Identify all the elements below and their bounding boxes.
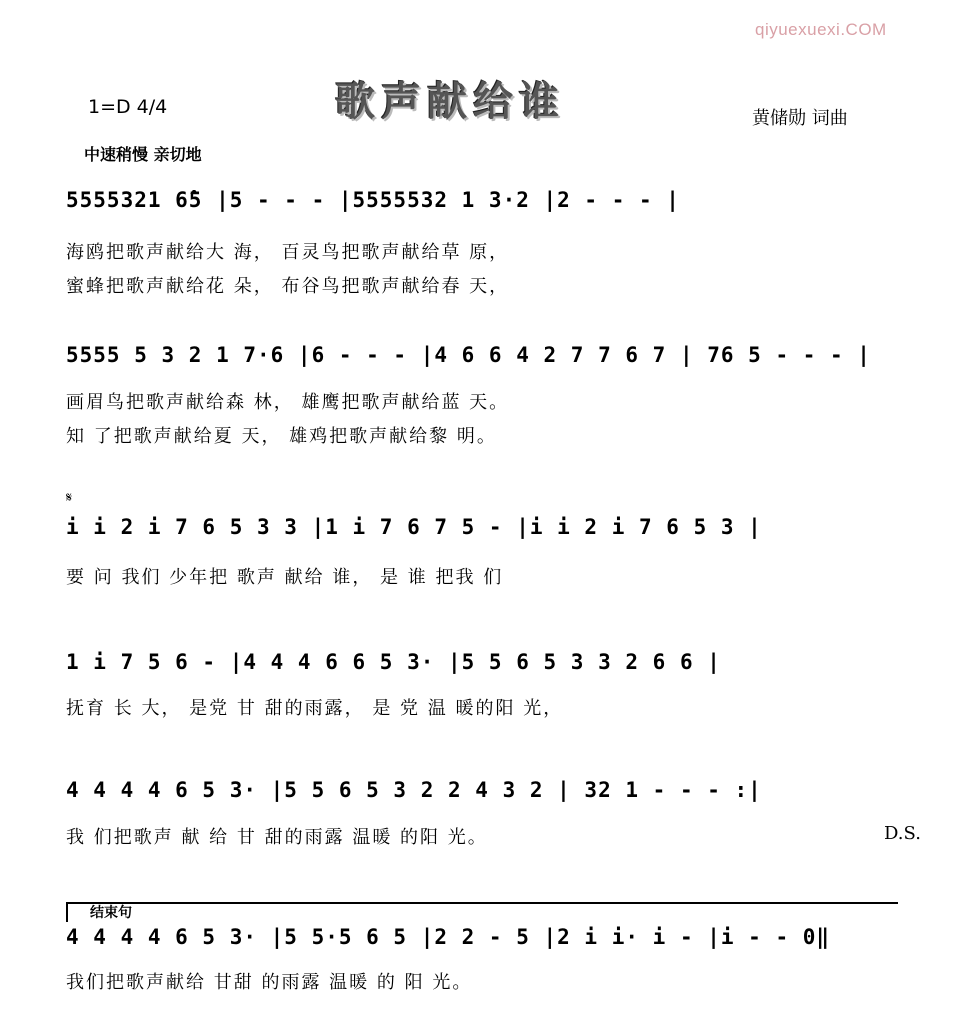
lyric-line-6: 我们把歌声献给 甘甜 的雨露 温暖 的 阳 光。 [66, 972, 473, 993]
lyric-line-2b: 知 了把歌声献给夏 天， 雄鸡把歌声献给黎 明。 [66, 426, 497, 447]
dal-segno: D.S. [884, 823, 921, 844]
lyric-line-5: 我 们把歌声 献 给 甘 甜的雨露 温暖 的阳 光。 [66, 827, 488, 848]
notation-line-3: i i 2 i 7 6 5 3 3 |1 i 7 6 7 5 - |i i 2 i 7 6 5 3 | [66, 515, 762, 539]
tempo-marking: 中速稍慢 亲切地 [84, 145, 202, 164]
notation-line-1: 5555321 6̂5 |5 - - - |5555532 1 3·2 |2 - - - | [66, 188, 680, 212]
lyric-line-3: 要 问 我们 少年把 歌声 献给 谁， 是 谁 把我 们 [66, 567, 504, 588]
ending-bracket [66, 902, 898, 922]
notation-line-6: 4 4 4 4 6 5 3· |5 5·5 6 5 |2 2 - 5 |2 i i· i - |i - - 0‖ [66, 925, 831, 949]
composer-credit: 黄储勋 词曲 [752, 108, 848, 129]
song-title: 歌声献给谁 [335, 79, 565, 125]
notation-line-2: 5555 5 3 2 1 7·6 |6 - - - |4 6 6 4 2 7 7 6 7 | 76 5 - - - | [66, 343, 871, 367]
lyric-line-4: 抚育 长 大， 是党 甘 甜的雨露， 是 党 温 暖的阳 光， [66, 698, 564, 719]
notation-line-5: 4 4 4 4 6 5 3· |5 5 6 5 3 2 2 4 3 2 | 32 1 - - - :| [66, 778, 762, 802]
site-watermark: qiyuexuexi.COM [755, 20, 887, 39]
lyric-line-1a: 海鸥把歌声献给大 海， 百灵鸟把歌声献给草 原， [66, 242, 510, 263]
lyric-line-2a: 画眉鸟把歌声献给森 林， 雄鹰把歌声献给蓝 天。 [66, 392, 510, 413]
notation-line-4: 1 i 7 5 6 - |4 4 4 6 6 5 3· |5 5 6 5 3 3 2 6 6 | [66, 650, 721, 674]
segno-sign: 𝄋 [66, 490, 73, 506]
lyric-line-1b: 蜜蜂把歌声献给花 朵， 布谷鸟把歌声献给春 天， [66, 276, 510, 297]
key-signature: 1=D 4/4 [88, 96, 168, 118]
ending-label: 结束句 [90, 905, 132, 921]
